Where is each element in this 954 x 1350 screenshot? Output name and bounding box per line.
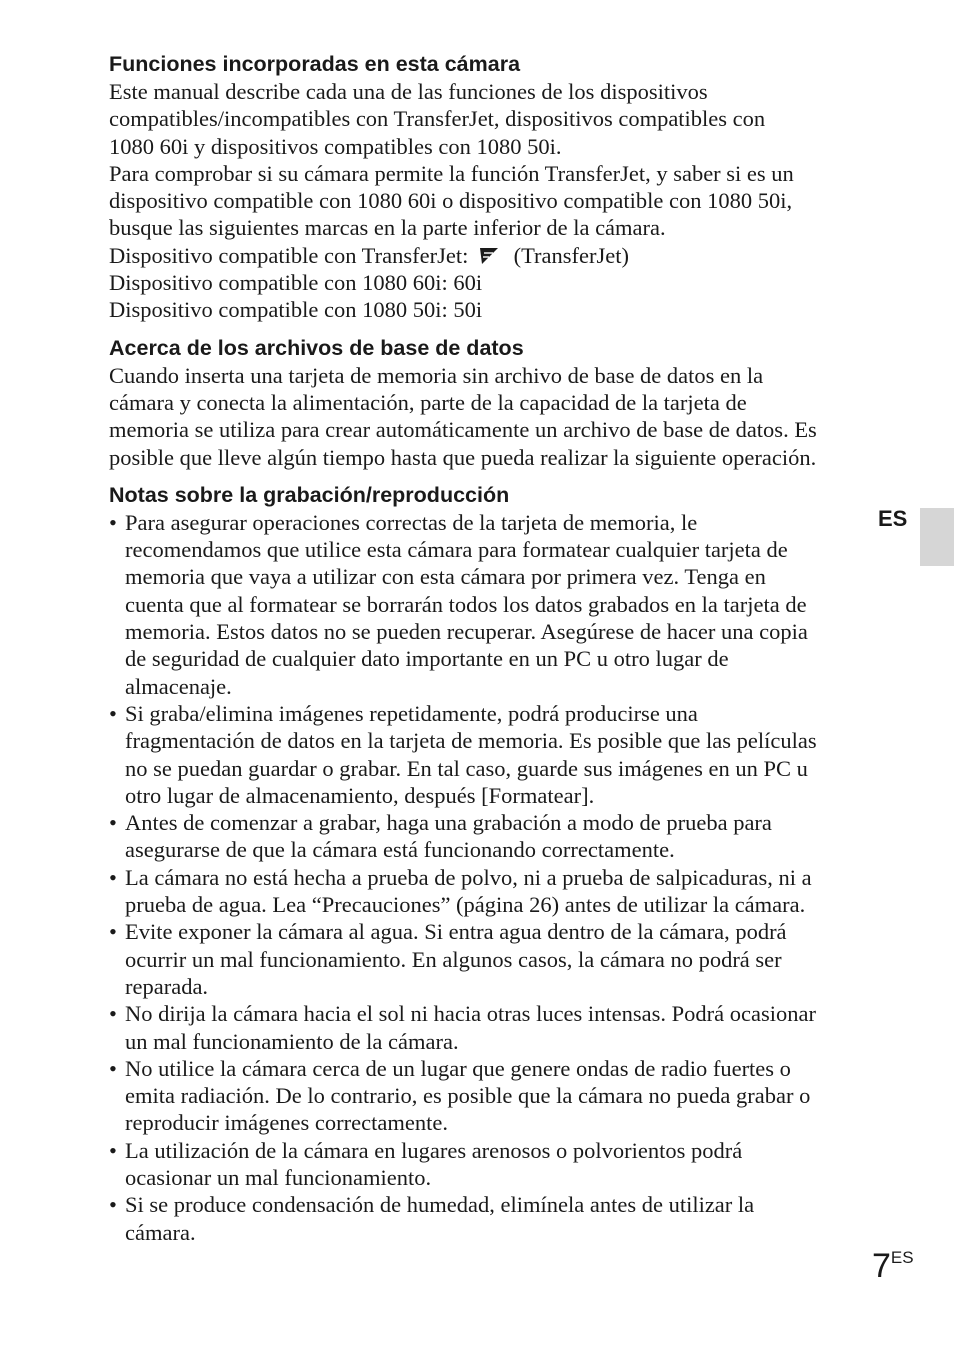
bullet-icon: • [109, 919, 117, 945]
text-line: busque las siguientes marcas en la parte inferior de la cámara. [109, 215, 666, 241]
text-line: Este manual describe cada una de las funciones de los dispositivos [109, 79, 708, 104]
bullet-list [109, 509, 869, 1246]
language-label: ES [878, 506, 908, 531]
list-item [109, 918, 869, 1000]
text-line: memoria se utiliza para crear automáticamente un archivo de base de datos. Es [109, 417, 817, 443]
language-tab [920, 508, 954, 566]
section-heading: Notas sobre la grabación/reproducción [109, 482, 510, 507]
text-line: prueba de agua. Lea “Precauciones” (página 26) antes de utilizar la cámara. [125, 892, 806, 918]
page-number [872, 1238, 914, 1293]
text-line: Evite exponer la cámara al agua. Si entra agua dentro de la cámara, podrá [125, 919, 787, 945]
text-line: Para asegurar operaciones correctas de la tarjeta de memoria, le [125, 509, 698, 535]
bullet-icon: • [109, 1137, 117, 1163]
text-line: cámara. [125, 1219, 196, 1245]
text-line: memoria. Estos datos no se pueden recuperar. Asegúrese de hacer una copia [125, 619, 808, 645]
section-body [109, 362, 869, 471]
text-line: cámara y conecta la alimentación, parte de la capacidad de la tarjeta de [109, 389, 747, 415]
text-line: La cámara no está hecha a prueba de polvo, ni a prueba de salpicaduras, ni a [125, 864, 812, 890]
section-body [109, 78, 869, 324]
text-line: almacenaje. [125, 673, 232, 699]
section-heading: Funciones incorporadas en esta cámara [109, 52, 521, 76]
text-line: Para comprobar si su cámara permite la función TransferJet, y saber si es un [109, 160, 794, 186]
bullet-icon: • [109, 864, 117, 890]
list-item [109, 509, 869, 700]
paragraph [109, 78, 869, 242]
list-item [109, 809, 869, 864]
text-line: Dispositivo compatible con 1080 50i: 50i [109, 297, 483, 323]
list-item [109, 1055, 869, 1137]
text-line: La utilización de la cámara en lugares arenosos o polvorientos podrá [125, 1137, 743, 1163]
bullet-icon: • [109, 810, 117, 836]
text-line: recomendamos que utilice esta cámara para formatear cualquier tarjeta de [125, 537, 788, 563]
page-number-suffix: ES [890, 1248, 914, 1267]
page-number-value: 7 [872, 1247, 891, 1285]
text-line: ocasionar un mal funcionamiento. [125, 1164, 432, 1190]
text-line: reparada. [125, 973, 209, 999]
transferjet-label: Dispositivo compatible con TransferJet: [109, 242, 469, 268]
bullet-icon: • [109, 700, 117, 726]
text-line: No utilice la cámara cerca de un lugar que genere ondas de radio fuertes o [125, 1055, 791, 1081]
transferjet-line [109, 242, 869, 269]
bullet-icon: • [109, 1055, 117, 1081]
text-line: un mal funcionamiento de la cámara. [125, 1028, 459, 1054]
list-item [109, 1000, 869, 1055]
text-line: Antes de comenzar a grabar, haga una grabación a modo de prueba para [125, 810, 772, 836]
text-line: No dirija la cámara hacia el sol ni hacia otras luces intensas. Podrá ocasionar [125, 1001, 816, 1027]
bullet-icon: • [109, 1001, 117, 1027]
paragraph [109, 269, 869, 324]
transferjet-mark-label: (TransferJet) [513, 242, 629, 268]
page-content [109, 50, 869, 1246]
text-line: asegurarse de que la cámara está funcionando correctamente. [125, 837, 675, 863]
text-line: Si se produce condensación de humedad, elimínela antes de utilizar la [125, 1192, 755, 1218]
text-line: emita radiación. De lo contrario, es posible que la cámara no pueda grabar o [125, 1083, 811, 1109]
text-line: Cuando inserta una tarjeta de memoria sin archivo de base de datos en la [109, 362, 764, 388]
text-line: Si graba/elimina imágenes repetidamente, podrá producirse una [125, 700, 698, 726]
section-heading: Acerca de los archivos de base de datos [109, 335, 524, 360]
text-line: dispositivo compatible con 1080 60i o dispositivo compatible con 1080 50i, [109, 188, 793, 214]
list-item [109, 864, 869, 919]
text-line: no se puedan guardar o grabar. En tal caso, guarde sus imágenes en un PC u [125, 755, 808, 781]
section-database-files [109, 334, 869, 471]
text-line: de seguridad de cualquier dato importante en un PC u otro lugar de [125, 646, 729, 672]
text-line: memoria que vaya a utilizar con esta cámara por primera vez. Tenga en [125, 564, 766, 590]
section-recording-notes [109, 481, 869, 1246]
text-line: compatibles/incompatibles con TransferJet, dispositivos compatibles con [109, 106, 766, 132]
text-line: otro lugar de almacenamiento, después [Formatear]. [125, 782, 595, 808]
text-line: fragmentación de datos en la tarjeta de memoria. Es posible que las películas [125, 728, 817, 754]
bullet-icon: • [109, 1192, 117, 1218]
transferjet-icon [478, 246, 500, 266]
list-item [109, 1137, 869, 1192]
text-line: cuenta que al formatear se borrarán todos los datos grabados en la tarjeta de [125, 591, 807, 617]
text-line: Dispositivo compatible con 1080 60i: 60i [109, 270, 483, 296]
text-line: posible que lleve algún tiempo hasta que pueda realizar la siguiente operación. [109, 444, 817, 470]
text-line: 1080 60i y dispositivos compatibles con 1080 50i. [109, 133, 562, 159]
bullet-icon: • [109, 509, 117, 535]
list-item [109, 700, 869, 809]
text-line: ocurrir un mal funcionamiento. En algunos casos, la cámara no podrá ser [125, 946, 782, 972]
text-line: reproducir imágenes correctamente. [125, 1110, 448, 1136]
list-item [109, 1191, 869, 1246]
section-built-in-functions [109, 50, 869, 324]
